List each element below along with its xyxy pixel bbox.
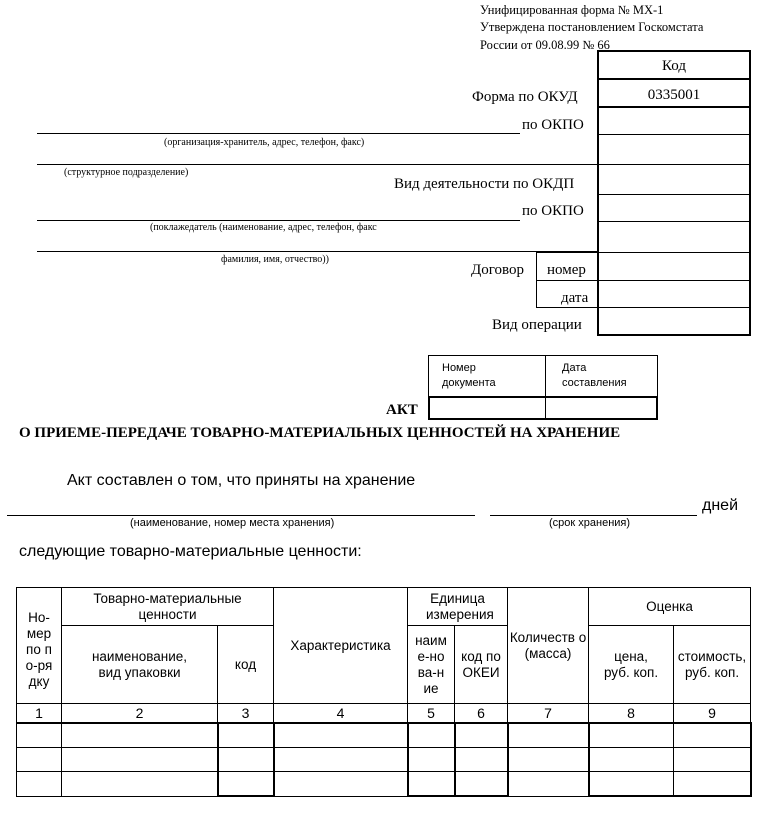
mesto-caption: (наименование, номер места хранения): [130, 517, 335, 529]
col-ed-naim-text: наим е-нова-ние: [415, 632, 447, 696]
table-row: [17, 748, 751, 772]
table-cell[interactable]: [408, 772, 455, 797]
code-divider: [536, 252, 750, 253]
data-label: дата: [561, 290, 589, 306]
nomer-doc-label: [432, 361, 532, 391]
act-main-title: О ПРИЕМЕ-ПЕРЕДАЧЕ ТОВАРНО-МАТЕРИАЛЬНЫХ ЦЕННОСТЕЙ НА ХРАНЕНИЕ: [19, 425, 621, 441]
okud-label: Форма по ОКУД: [472, 89, 578, 105]
table-cell[interactable]: [508, 723, 589, 748]
table-row: [17, 772, 751, 797]
column-number: 1: [17, 704, 62, 724]
table-cell[interactable]: [17, 748, 62, 772]
col-ed-header: Единица измерения: [408, 588, 508, 626]
struct-podr-caption: (структурное подразделение): [64, 167, 189, 178]
code-divider: [598, 194, 750, 195]
table-cell[interactable]: [589, 748, 674, 772]
col-nomer-header: [17, 588, 62, 704]
table-cell[interactable]: [274, 772, 408, 797]
data-sost-text: Дата составления: [562, 362, 627, 389]
following-text: следующие товарно-материальные ценности:: [19, 543, 362, 560]
mesto-line[interactable]: [7, 515, 475, 516]
table-cell[interactable]: [408, 723, 455, 748]
col-cena-header: цена, руб. коп.: [589, 626, 674, 704]
code-divider: [536, 280, 750, 281]
poklazhedatel-line[interactable]: [37, 220, 520, 221]
org-hranitel-caption: (организация-хранитель, адрес, телефон, факс): [164, 137, 365, 148]
org-hranitel-line[interactable]: [37, 133, 520, 134]
col-tmc-header: Товарно-материальные ценности: [62, 588, 274, 626]
table-row: [17, 723, 751, 748]
column-number: 2: [62, 704, 218, 724]
form-header-line2: Утверждена постановлением Госкомстата: [480, 20, 704, 34]
table-cell[interactable]: [674, 723, 751, 748]
table-cell[interactable]: [508, 772, 589, 797]
col-naim-header: наименование, вид упаковки: [62, 626, 218, 704]
table-cell[interactable]: [218, 723, 274, 748]
table-cell[interactable]: [674, 772, 751, 797]
form-header-line3: России от 09.08.99 № 66: [480, 38, 610, 52]
table-cell[interactable]: [218, 748, 274, 772]
dogovor-label: Договор: [471, 262, 524, 278]
col-okei-header: код по ОКЕИ: [455, 626, 508, 704]
okpo-label-1: по ОКПО: [522, 117, 584, 133]
table-cell[interactable]: [455, 748, 508, 772]
table-cell[interactable]: [62, 772, 218, 797]
srok-line[interactable]: [490, 515, 697, 516]
okpo-label-2: по ОКПО: [522, 203, 584, 219]
col-nomer-text: Но-мер по по-рядку: [25, 609, 53, 689]
poklazhedatel-line-2[interactable]: [37, 251, 597, 252]
nomer-doc-text: Номер документа: [442, 362, 496, 389]
code-divider: [598, 221, 750, 222]
table-cell[interactable]: [62, 748, 218, 772]
code-divider: [598, 164, 750, 165]
table-cell[interactable]: [589, 772, 674, 797]
okdp-label: Вид деятельности по ОКДП: [394, 176, 575, 192]
column-numbers-row: [17, 704, 751, 724]
form-header-line1: Унифицированная форма № МХ-1: [480, 3, 664, 17]
col-kod-header: код: [218, 626, 274, 704]
table-cell[interactable]: [62, 723, 218, 748]
akt-title: АКТ: [386, 402, 418, 418]
column-number: 3: [218, 704, 274, 724]
column-number: 6: [455, 704, 508, 724]
table-cell[interactable]: [589, 723, 674, 748]
fio-caption: фамилия, имя, отчество)): [221, 254, 329, 265]
days-label: дней: [702, 497, 739, 514]
dogovor-divider: [536, 252, 537, 307]
doc-box-values[interactable]: [428, 396, 658, 420]
table-cell[interactable]: [408, 748, 455, 772]
items-table: [16, 587, 752, 797]
column-number: 7: [508, 704, 589, 724]
table-cell[interactable]: [274, 723, 408, 748]
column-number: 8: [589, 704, 674, 724]
table-cell[interactable]: [508, 748, 589, 772]
col-kol-header: Количеств о (масса): [508, 588, 589, 704]
col-har-header: Характеристика: [274, 588, 408, 704]
col-stoim-header: стоимость, руб. коп.: [674, 626, 751, 704]
table-cell[interactable]: [274, 748, 408, 772]
vid-operatsii-label: Вид операции: [492, 317, 582, 333]
poklazhedatel-caption: (поклажедатель (наименование, адрес, телефон, факс: [150, 222, 377, 233]
column-number: 4: [274, 704, 408, 724]
act-intro: Акт составлен о том, что приняты на хранение: [67, 472, 416, 489]
table-cell[interactable]: [17, 772, 62, 797]
code-divider: [536, 307, 750, 308]
okud-code-value: 0335001: [647, 87, 701, 103]
nomer-label: номер: [547, 262, 586, 278]
struct-podr-line[interactable]: [37, 164, 597, 165]
kod-header: Код: [662, 58, 686, 74]
column-number: 9: [674, 704, 751, 724]
srok-caption: (срок хранения): [549, 517, 631, 529]
table-cell[interactable]: [674, 748, 751, 772]
col-ocenka-header: Оценка: [589, 588, 751, 626]
column-number: 5: [408, 704, 455, 724]
code-divider: [598, 134, 750, 135]
table-cell[interactable]: [218, 772, 274, 797]
table-cell[interactable]: [455, 772, 508, 797]
col-ed-naim-header: [408, 626, 455, 704]
data-sost-label: [562, 361, 647, 391]
table-cell[interactable]: [17, 723, 62, 748]
table-cell[interactable]: [455, 723, 508, 748]
